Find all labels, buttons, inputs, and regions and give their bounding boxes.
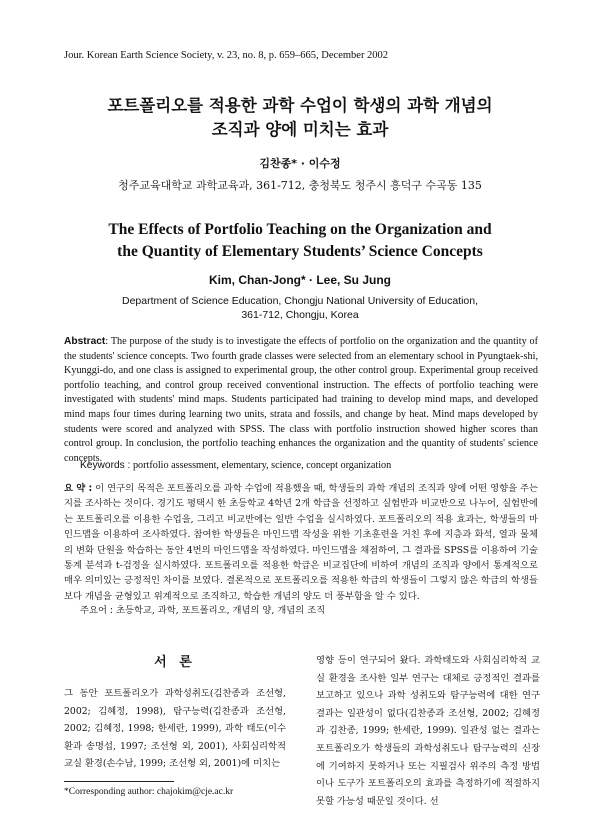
abstract-text: : The purpose of the study is to investigate the effects of portfolio on the organization and the quantity of the students' science concepts. Two fourth grade classes were selected from an elementary school in Pyungtaek-shi, Kyunggi-do, and one class is assigned to experimental group, the other control group. Experimental group received portfolio teaching, and control group received conventional instruction. The effects of portfolio teaching were investigated with students' mind maps. Students participated had training to develop mind maps, and developed mind maps four times during learning two units, strata and fossils, and change by heat. Mind maps developed by students were scored and analyzed with SPSS. The class with portfolio instruction showed higher scores than control group. In conclusion, the portfolio teaching enhances the organization and the quantity of students' science concepts.	[64, 336, 538, 464]
corresponding-author-footnote: *Corresponding author: chajokim@cje.ac.kr	[64, 787, 234, 797]
body-right-column: 영향 등이 연구되어 왔다. 과학태도와 사회심리학적 교실 환경을 조사한 일부 연구는 대체로 긍정적인 결과를 보고하고 있으나 과학 성취도와 탐구능력에 대한 연구 결과는 일관성이 없다(김찬종과 조선형, 2002; 김혜정과 김찬종, 1999; 한세란, 1999). 일관성 없는 결과는 포트폴리오가 학생들의 과학성취도나 탐구능력의 신장에 기여하지 못하거나 또는 지필검사 위주의 측정 방법이나 도구가 포트폴리오의 효과를 측정하기에 적절하지 못할 가능성 때문일 것이다. 선	[316, 655, 540, 807]
body-left-column: 그 동안 포트폴리오가 과학성취도(김찬종과 조선형, 2002; 김혜정, 1998), 탐구능력(김찬종과 조선형, 2002; 김혜정, 1998; 한세란, 1999), 과학 태도(이수환과 송명섭, 1997; 조선형 외, 2001), 사회심리학적 교실 환경(손수남, 1999; 조선형 외, 2001)에 미치는	[64, 688, 286, 770]
english-abstract	[64, 335, 538, 466]
korean-authors: 김찬종* · 이수정	[259, 157, 341, 170]
footnote-divider	[64, 781, 174, 782]
keywords-text: portfolio assessment, elementary, science, concept organization	[130, 460, 392, 471]
korean-abstract-label: 요 약 :	[64, 483, 93, 494]
korean-title-line1: 포트폴리오를 적용한 과학 수업이 학생의 과학 개념의	[107, 96, 493, 115]
english-title-line2: the Quantity of Elementary Students’ Science Concepts	[117, 243, 483, 260]
journal-citation: Jour. Korean Earth Science Society, v. 23, no. 8, p. 659–665, December 2002	[64, 50, 389, 61]
section-heading-introduction: 서 론	[154, 655, 196, 670]
abstract-label: Abstract	[64, 336, 106, 347]
english-affiliation-line2: 361-712, Chongju, Korea	[241, 309, 359, 321]
korean-keywords-text: 초등학교, 과학, 포트폴리오, 개념의 양, 개념의 조직	[113, 605, 326, 616]
korean-abstract-text: 이 연구의 목적은 포트폴리오를 과학 수업에 적용했을 때, 학생들의 과학 개념의 조직과 양에 어떤 영향을 주는지를 조사하는 것이다. 경기도 평택시 한 초등학교 4학년 2개 학급을 선정하고 실험반과 비교반으로 나누어, 실험반에는 포트폴리오를 이용한 수업을, 그리고 비교반에는 일반 수업을 실시하였다. 포트폴리오의 적용 효과는, 학생들의 마인드맵을 이용하여 조사하였다. 참여한 학생들은 마인드맵 작성을 위한 기초훈련을 거친 후에 지층과 화석, 열과 물체의 변화 단원을 학습하는 동안 4번의 마인드맵을 작성하였다. 마인드맵을 채점하여, 그 결과를 SPSS를 이용하여 기술통계 분석과 t-검정을 실시하였다. 포트폴리오를 적용한 학급은 비교집단에 비하여 개념의 조직과 양에서 통계적으로 매우 의미있는 긍정적인 차이를 보였다. 결론적으로 포트폴리오를 적용한 학급의 학생들이 그렇지 않은 학급의 학생들보다 개념을 균형있고 위계적으로 조직하고, 학습한 개념의 양도 더 풍부함을 알 수 있다.	[64, 483, 538, 602]
keywords-label: Keywords :	[80, 460, 131, 471]
korean-title-line2: 조직과 양에 미치는 효과	[211, 120, 389, 139]
korean-keywords-label: 주요어 :	[80, 605, 114, 616]
english-affiliation-line1: Department of Science Education, Chongju National University of Education,	[121, 295, 479, 307]
korean-abstract	[64, 481, 538, 604]
english-keywords	[80, 460, 540, 471]
korean-keywords	[80, 602, 540, 616]
english-title-line1: The Effects of Portfolio Teaching on the Organization and	[108, 221, 492, 238]
korean-affiliation: 청주교육대학교 과학교육과, 361-712, 충청북도 청주시 흥덕구 수곡동 135	[118, 179, 482, 192]
english-authors: Kim, Chan-Jong* · Lee, Su Jung	[208, 273, 391, 287]
